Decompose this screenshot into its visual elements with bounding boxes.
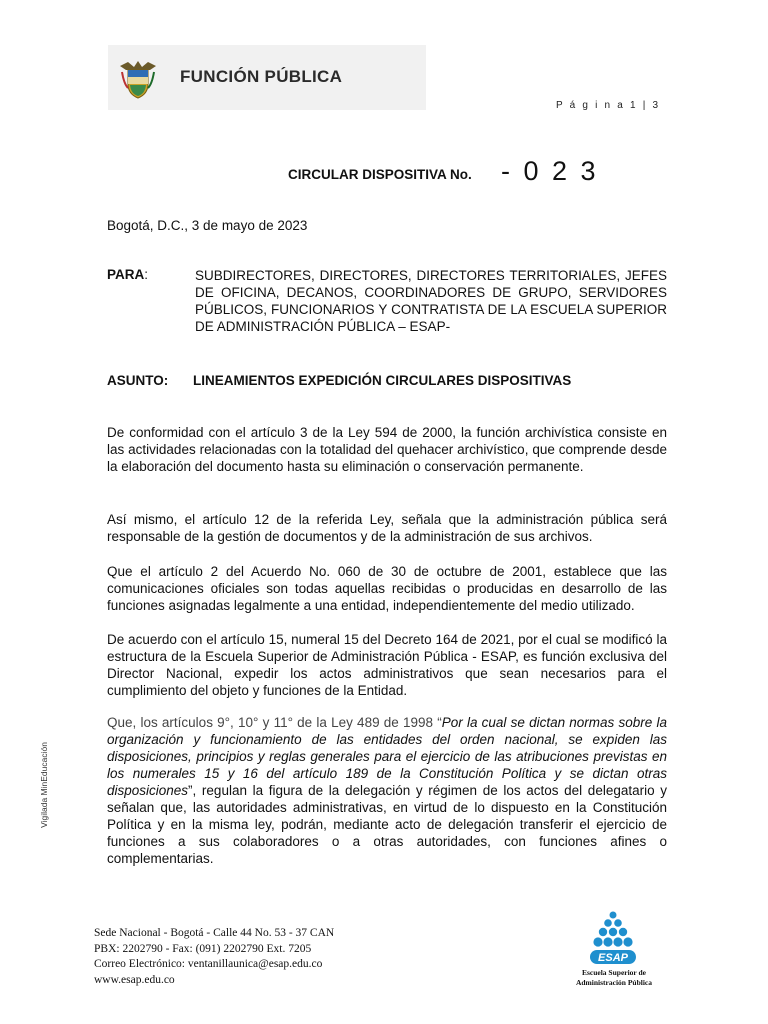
footer-line-address: Sede Nacional - Bogotá - Calle 44 No. 53 - 37 CAN bbox=[94, 927, 335, 939]
body-paragraph-5 bbox=[107, 714, 667, 867]
esap-logo-icon bbox=[588, 910, 638, 968]
footer-line-phone: PBX: 2202790 - Fax: (091) 2202790 Ext. 7205 bbox=[94, 942, 312, 955]
esap-caption bbox=[560, 968, 668, 988]
city-date: Bogotá, D.C., 3 de mayo de 2023 bbox=[107, 218, 308, 233]
footer-line-web: www.esap.edu.co bbox=[94, 973, 175, 986]
recipients: SUBDIRECTORES, DIRECTORES, DIRECTORES TERRITORIALES, JEFES DE OFICINA, DECANOS, COORDINADORES DE GRUPO, SERVIDORES PÚBLICOS, FUNCIONARIOS Y CONTRATISTA DE LA ESCUELA SUPERIOR DE ADMINISTRACIÓN PÚBLICA – ESAP- bbox=[195, 268, 667, 334]
asunto-label: ASUNTO: bbox=[107, 373, 169, 388]
vigilada-side-text bbox=[36, 730, 52, 840]
body-paragraph-4: De acuerdo con el artículo 15, numeral 15 del Decreto 164 de 2021, por el cual se modificó la estructura de la Escuela Superior de Administración Pública - ESAP, es función exclusiva del Director Nacional, expedir los actos administrativos que sean necesarios para el cumplimiento del objeto y funciones de la Entidad. bbox=[107, 632, 667, 698]
org-name: FUNCIÓN PÚBLICA bbox=[180, 67, 343, 86]
esap-caption-line2: Administración Pública bbox=[575, 978, 653, 987]
esap-caption-line1: Escuela Superior de bbox=[581, 968, 647, 977]
esap-wordmark: ESAP bbox=[598, 952, 628, 964]
p5-end: ”, regulan la figura de la delegación y régimen de los actos del delegatario y señalan que, las autoridades administrativas, en virtud de lo dispuesto en la Constitución Política y en la misma ley, podrán, mediante acto de delegación transferir el ejercicio de funciones a sus colaboradores o a otras autoridades, con funciones afines o complementarias. bbox=[107, 783, 667, 866]
para-label-text: PARA bbox=[107, 267, 145, 282]
body-paragraph-1: De conformidad con el artículo 3 de la Ley 594 de 2000, la función archivística consiste en las actividades relacionadas con la totalidad del quehacer archivístico, que comprende desde la elaboración del documento hasta su eliminación o conservación permanente. bbox=[107, 425, 667, 474]
para-label bbox=[107, 267, 148, 282]
footer-line-email: Correo Electrónico: ventanillaunica@esap.edu.co bbox=[94, 958, 323, 970]
circular-label: CIRCULAR DISPOSITIVA No. bbox=[288, 167, 472, 182]
coat-of-arms-icon bbox=[114, 54, 162, 102]
para-colon: : bbox=[144, 267, 149, 282]
vigilada-text: Vigilada MinEducación bbox=[39, 742, 49, 828]
asunto-text: LINEAMIENTOS EXPEDICIÓN CIRCULARES DISPOSITIVAS bbox=[193, 373, 572, 388]
body-paragraph-2: Así mismo, el artículo 12 de la referida Ley, señala que la administración pública será responsable de la gestión de documentos y de la administración de sus archivos. bbox=[107, 512, 667, 544]
body-paragraph-3: Que el artículo 2 del Acuerdo No. 060 de 30 de octubre de 2001, establece que las comunicaciones oficiales son todas aquellas recibidas o producidas en desarrollo de las funciones asignadas legalmente a una entidad, independientemente del medio utilizado. bbox=[107, 564, 667, 613]
footer-address bbox=[94, 926, 334, 988]
page-number: P á g i n a 1 | 3 bbox=[556, 100, 661, 111]
circular-number: - 0 2 3 bbox=[501, 156, 599, 186]
p5-italic-quote: Por la cual se dictan normas sobre la organización y funcionamiento de las entidades del orden nacional, se expiden las disposiciones, principios y reglas generales para el ejercicio de las atribuciones previstas en los numerales 15 y 16 del artículo 189 de la Constitución Política y se dictan otras disposiciones bbox=[107, 715, 667, 798]
p5-start: Que, los artículos 9°, 10° y 11° de la Ley 489 de 1998 “ bbox=[107, 715, 442, 730]
